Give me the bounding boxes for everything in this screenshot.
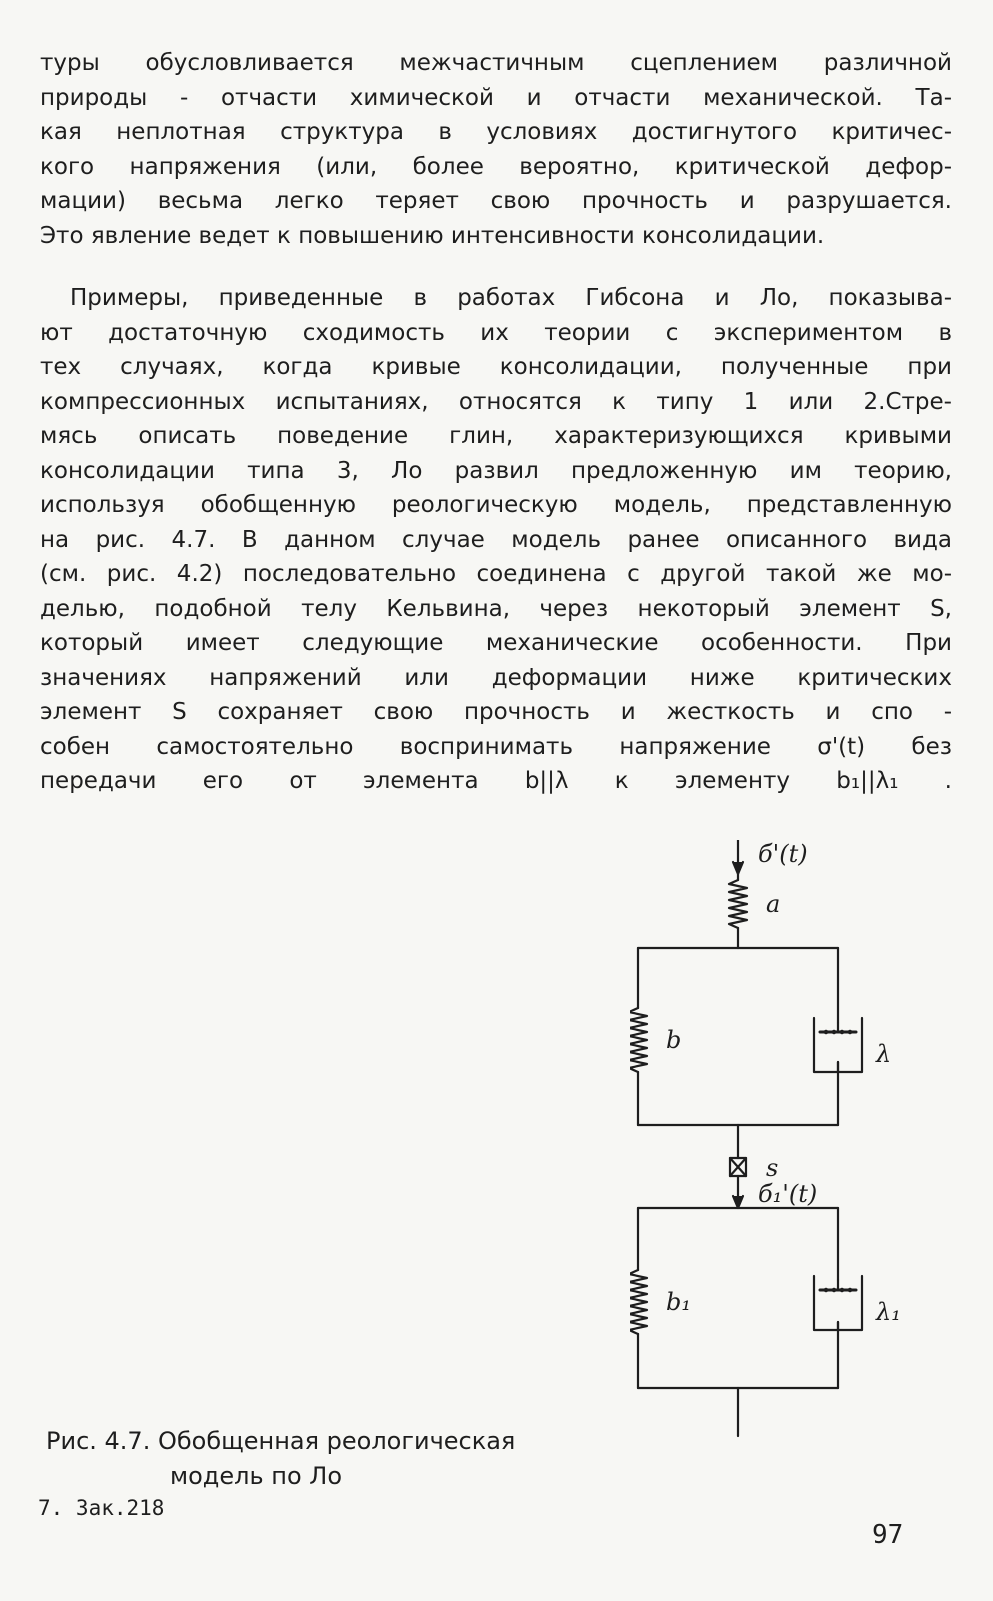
rheological-model-figure xyxy=(630,840,950,1480)
text-line: на рис. 4.7. В данном случае модель ранее описанного вида xyxy=(40,526,952,553)
print-sheet-mark: 7. Зак.218 xyxy=(38,1496,165,1520)
text-line: компрессионных испытаниях, относятся к типу 1 или 2.Стре- xyxy=(40,388,952,415)
text-line: консолидации типа 3, Ло развил предложенную им теорию, xyxy=(40,457,952,484)
label-a: a xyxy=(766,890,781,918)
spring-b1 xyxy=(630,1270,647,1334)
caption-line-2: модель по Ло xyxy=(170,1462,342,1490)
input-arrow-icon xyxy=(733,840,743,874)
text-line: (см. рис. 4.2) последовательно соединена с другой такой же мо- xyxy=(40,561,952,587)
kelvin-body-1 xyxy=(630,948,862,1125)
text-line: передачи его от элемента b||λ к элементу b₁||λ₁ . xyxy=(40,768,952,794)
label-b1: b₁ xyxy=(666,1288,691,1316)
text-line: мации) весьма легко теряет свою прочность и разрушается. xyxy=(40,188,952,214)
text-line: мясь описать поведение глин, характеризующихся кривыми xyxy=(40,423,952,449)
kelvin-body-2 xyxy=(630,1208,862,1388)
text-line: собен самостоятельно воспринимать напряжение σ'(t) без xyxy=(40,733,952,760)
text-line: ют достаточную сходимость их теории с экспериментом в xyxy=(40,319,952,346)
dashpot-lambda xyxy=(814,1018,862,1072)
paragraph-2 xyxy=(40,281,952,799)
text-line: Примеры, приведенные в работах Гибсона и Ло, показыва- xyxy=(70,285,952,311)
text-line: Это явление ведет к повышению интенсивности консолидации. xyxy=(40,222,825,249)
page-number: 97 xyxy=(872,1520,904,1550)
text-line: природы - отчасти химической и отчасти механической. Та- xyxy=(40,84,952,111)
text-line: кого напряжения (или, более вероятно, критической дефор- xyxy=(40,153,952,180)
paragraph-1 xyxy=(40,46,952,253)
text-line: элемент S сохраняет свою прочность и жесткость и спо - xyxy=(40,699,952,725)
figure-caption xyxy=(46,1424,515,1494)
text-line: кая неплотная структура в условиях достигнутого критичес- xyxy=(40,119,952,145)
label-sigma-top: б'(t) xyxy=(758,840,808,868)
label-sigma-1: б₁'(t) xyxy=(758,1180,818,1208)
text-line: который имеет следующие механические особенности. При xyxy=(40,630,952,656)
dashpot-lambda1 xyxy=(814,1276,862,1330)
text-line: делью, подобной телу Кельвина, через некоторый элемент S, xyxy=(40,595,952,622)
caption-line-1: Рис. 4.7. Обобщенная реологическая xyxy=(46,1427,516,1455)
element-s xyxy=(730,1125,746,1208)
label-lambda1: λ₁ xyxy=(876,1298,901,1326)
label-lambda: λ xyxy=(876,1040,892,1068)
text-line: используя обобщенную реологическую модель, представленную xyxy=(40,492,952,518)
label-s: s xyxy=(766,1154,779,1182)
label-b: b xyxy=(666,1026,682,1054)
spring-b xyxy=(630,1008,647,1072)
text-line: тех случаях, когда кривые консолидации, полученные при xyxy=(40,354,952,380)
rheological-model-diagram xyxy=(630,840,950,1480)
spring-a xyxy=(729,872,747,948)
text-line: значениях напряжений или деформации ниже критических xyxy=(40,664,952,691)
text-line: туры обусловливается межчастичным сцеплением различной xyxy=(40,50,952,76)
